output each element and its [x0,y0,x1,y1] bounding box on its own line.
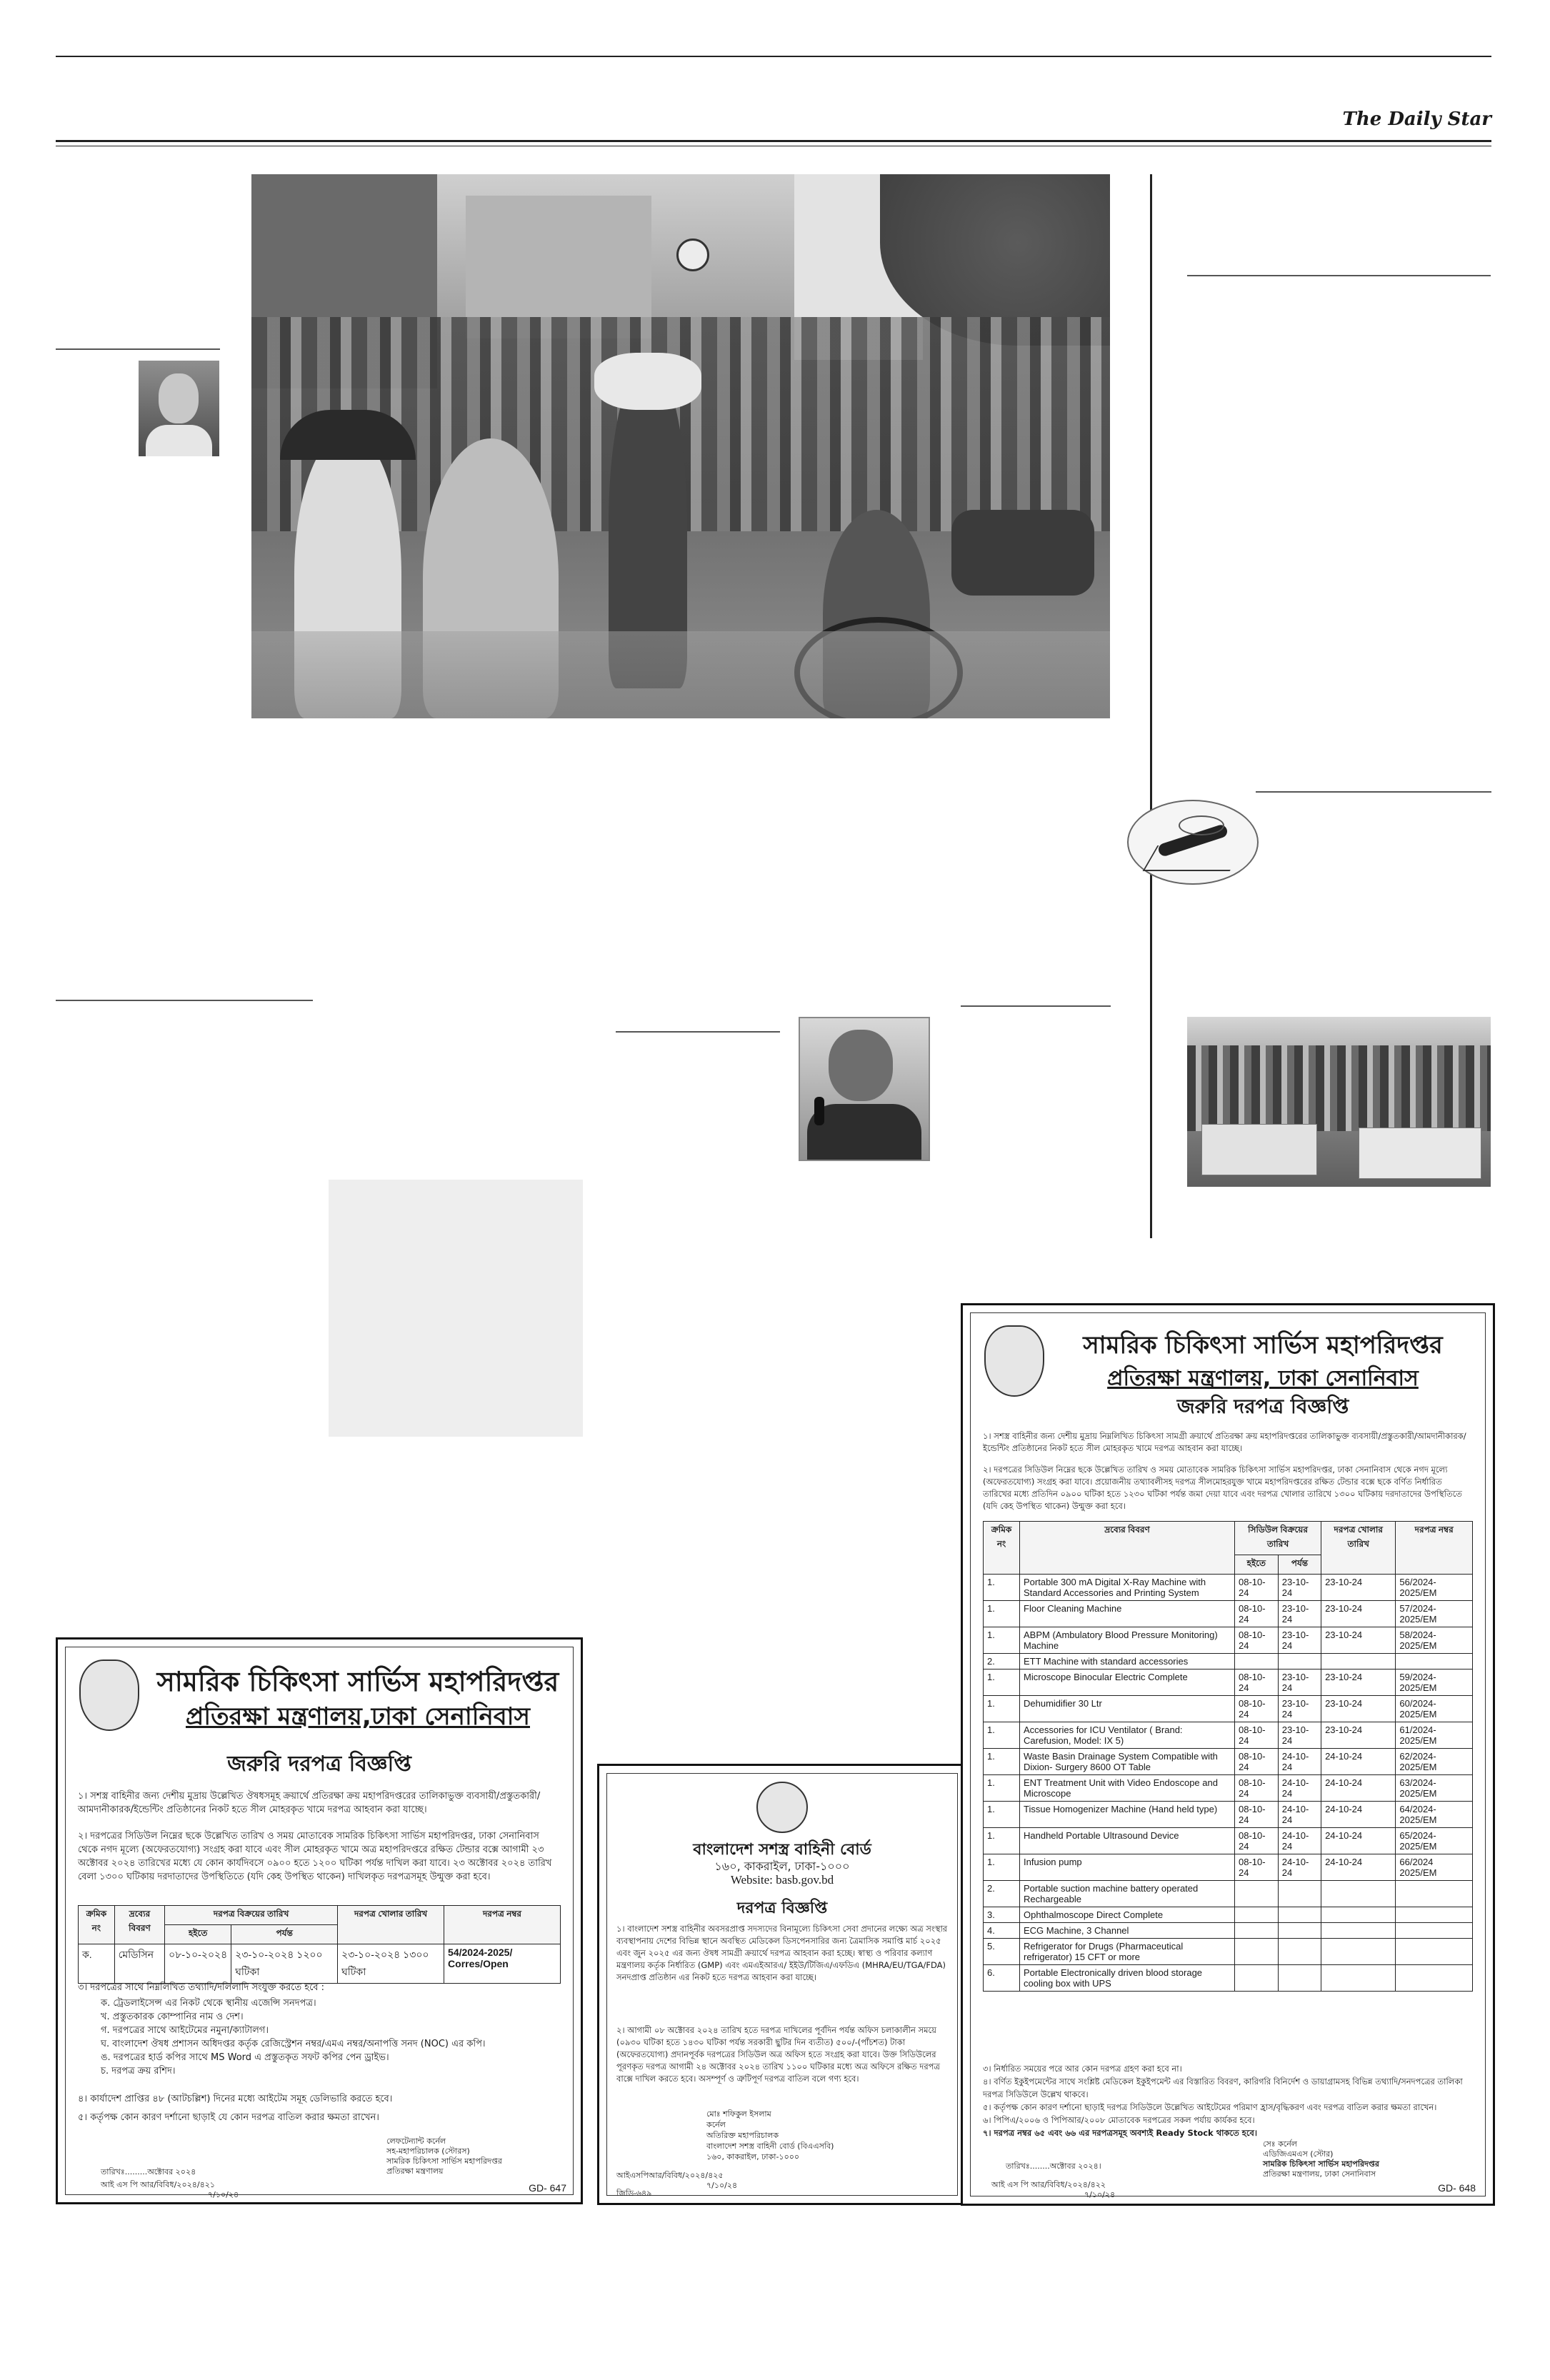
table-cell-desc: Dehumidifier 30 Ltr [1020,1696,1235,1722]
sign-line: মোঃ শফিকুল ইসলাম [706,2109,771,2119]
portrait-shirt [146,425,212,456]
masthead-brand: The Daily Star [1342,109,1491,130]
ad-right-ref-date: ৭/১০/২৪ [1084,2190,1116,2199]
table-cell-desc: Portable Electronically driven blood storage cooling box with UPS [1020,1965,1235,1992]
table-cell-no: 1. [984,1627,1020,1654]
army-medical-emblem-right [984,1325,1044,1397]
table-cell-ref: 64/2024-2025/EM [1396,1802,1473,1828]
ad-left-para4: ৪। কার্যাদেশ প্রাপ্তির ৪৮ (আটচল্লিশ) দিনের মধ্যে আইটেম সমূহ ডেলিভারি করতে হবে। [78,2094,393,2104]
sign-line: প্রতিরক্ষা মন্ত্রণালয়, ঢাকা সেনানিবাস [1263,2169,1376,2179]
ad-right-org-sub: প্রতিরক্ষা মন্ত্রণালয়, ঢাকা সেনানিবাস [1107,1366,1419,1391]
col-open-date: দরপত্র খোলার তারিখ [1321,1522,1396,1575]
table-row [984,1749,1473,1775]
table-cell-to [1278,1965,1321,1992]
table-cell-to [1278,1881,1321,1907]
cell: মেডিসিন [114,1944,164,1984]
table-cell-no: 1. [984,1601,1020,1627]
table-cell-desc: Microscope Binocular Electric Complete [1020,1669,1235,1696]
table-cell-no: 1. [984,1775,1020,1802]
ad-right-gd: GD- 648 [1438,2182,1476,2194]
mosquito-legs [1143,845,1245,871]
table-cell-from: 08-10-24 [1235,1696,1279,1722]
table-cell-desc: Accessories for ICU Ventilator ( Brand: Carefusion, Model: IX 5) [1020,1722,1235,1749]
table-cell-no: 1. [984,1696,1020,1722]
ad-left-org-title: সামরিক চিকিৎসা সার্ভিস মহাপরিদপ্তর [156,1666,559,1697]
list-item: ঙ. দরপত্রের হার্ড কপির সাথে MS Word এ প্রস্তুতকৃত সফট কপির পেন ড্রাইভ। [101,2052,389,2063]
table-cell-desc: ETT Machine with standard accessories [1020,1654,1235,1669]
table-cell-ref: 58/2024-2025/EM [1396,1627,1473,1654]
table-cell-desc: Refrigerator for Drugs (Pharmaceutical refrigerator) 15 CFT or more [1020,1939,1235,1965]
tender-ad-right [961,1303,1495,2206]
col-from: হইতে [165,1925,231,1944]
masthead-rule-thick [56,140,1491,142]
table-cell-no: 5. [984,1939,1020,1965]
speaker-face [829,1030,893,1101]
table-cell-open: 23-10-24 [1321,1601,1396,1627]
table-cell-no: 1. [984,1828,1020,1854]
table-cell-open [1321,1965,1396,1992]
table-cell-from: 08-10-24 [1235,1854,1279,1881]
table-cell-ref: 57/2024-2025/EM [1396,1601,1473,1627]
table-row [984,1722,1473,1749]
table-cell-to: 24-10-24 [1278,1802,1321,1828]
table-cell-ref: 63/2024-2025/EM [1396,1775,1473,1802]
table-cell-from [1235,1939,1279,1965]
table-cell-open: 23-10-24 [1321,1696,1396,1722]
list-item: গ. দরপত্রের সাথে আইটেমের নমুনা/ক্যাটালগ। [101,2025,269,2036]
ad-right-org-title: সামরিক চিকিৎসা সার্ভিস মহাপরিদপ্তর [1083,1331,1443,1360]
note: ৭। দরপত্র নম্বর ৬৫ এবং ৬৬ এর দরপত্রসমূহ অবশ্যই Ready Stock থাকতে হবে। [983,2128,1257,2138]
table-cell-to [1278,1923,1321,1939]
rally-photo [1187,1017,1491,1187]
ad-mid-ref-date: ৭/১০/২৪ [706,2181,738,2190]
table-row [984,1775,1473,1802]
table-cell-ref [1396,1965,1473,1992]
rally-banner-1 [1201,1124,1317,1175]
table-cell-ref: 60/2024-2025/EM [1396,1696,1473,1722]
ad-right-notes [983,2062,1473,2139]
table-row [984,1907,1473,1923]
table-cell-no: 1. [984,1722,1020,1749]
ad-mid-org-title: বাংলাদেশ সশস্ত্র বাহিনী বোর্ড [693,1841,871,1859]
note: ৩। নির্ধারিত সময়ের পরে আর কোন দরপত্র গ্রহণ করা হবে না। [983,2064,1182,2074]
tender-ad-left [56,1637,583,2204]
columnist-portrait [139,361,219,456]
note: ৪। বর্ণিত ইকুইপমেন্টের সাথে সংশ্লিষ্ট মেডিকেল ইকুইপমেন্ট এর বিস্তারিত বিবরণ, কারিগরি বিনির্দেশ ও ডায়াগ্রামসহ বিভিন্ন তথ্যাদি/সনদপত্রের তালিকা দরপত্র সিডিউলে উল্লেখ থাকবে। [983,2077,1463,2099]
list-item: চ. দরপত্র ক্রয় রশিদ। [101,2066,176,2077]
ad-left-ref: আই এস পি আর/বিবিধ/২০২৪/৪২১ [101,2180,216,2189]
table-cell-to [1278,1654,1321,1669]
motorbike [951,510,1094,596]
table-cell-to: 23-10-24 [1278,1601,1321,1627]
table-row [984,1939,1473,1965]
section-rule-2 [1187,275,1491,276]
note: ৬। পিপিএ/২০০৬ ও পিপিআর/২০০৮ মোতাবেক দরপত্রের সকল পর্যায় কার্যকর হবে। [983,2115,1255,2125]
table-cell-open: 24-10-24 [1321,1854,1396,1881]
table-cell-no: 2. [984,1654,1020,1669]
table-cell-to: 23-10-24 [1278,1627,1321,1654]
col-to: পর্যন্ত [1278,1555,1321,1575]
ad-left-items [101,1997,558,2078]
table-cell-to: 23-10-24 [1278,1669,1321,1696]
table-cell-from: 08-10-24 [1235,1601,1279,1627]
table-cell-from: 08-10-24 [1235,1749,1279,1775]
sign-line: ১৬০, কাকরাইল, ঢাকা-১০০০ [706,2152,800,2161]
ad-left-schedule-table [78,1905,561,1984]
table-cell-desc: Handheld Portable Ultrasound Device [1020,1828,1235,1854]
table-cell-to [1278,1907,1321,1923]
table-cell-open: 23-10-24 [1321,1669,1396,1696]
col-to: পর্যন্ত [231,1925,338,1944]
col-sale-date: সিডিউল বিক্রয়ের তারিখ [1235,1522,1321,1555]
table-row [984,1654,1473,1669]
ad-left-signature [386,2137,565,2176]
table-cell-desc: ABPM (Ambulatory Blood Pressure Monitoring) Machine [1020,1627,1235,1654]
ad-left-para1: ১। সশস্ত্র বাহিনীর জন্য দেশীয় মুদ্রায় উল্লেখিত ঔষধসমূহ ক্রয়ার্থে প্রতিরক্ষা ক্রয় মহাপরিদপ্তরের তালিকাভুক্ত ব্যবসায়ী/প্রস্তুতকারী/আমদানীকারক/ইন্ডেন্টিং প্রতিষ্ঠানের নিকট হতে সীল মোহরকৃত খামে দরপত্র আহবান করা যাচ্ছে। [78,1791,541,1815]
section-rule-3 [1256,791,1491,793]
table-row [984,1627,1473,1654]
portrait-face [159,373,199,423]
table-cell-desc: ENT Treatment Unit with Video Endoscope and Microscope [1020,1775,1235,1802]
sign-line: সহ-মহাপরিচালক (স্টোরস) [386,2146,470,2156]
sign-line: বাংলাদেশ সশস্ত্র বাহিনী বোর্ড (বিএএসবি) [706,2142,834,2151]
list-item: খ. প্রস্তুতকারক কোম্পানির নাম ও দেশ। [101,2012,244,2022]
table-cell-no: 3. [984,1907,1020,1923]
table-cell-from: 08-10-24 [1235,1828,1279,1854]
col-sale-date: দরপত্র বিক্রয়ের তারিখ [165,1906,338,1925]
table-cell-open: 24-10-24 [1321,1828,1396,1854]
table-cell-desc: Tissue Homogenizer Machine (Hand held type) [1020,1802,1235,1828]
ad-left-para2: ২। দরপত্রের সিডিউল নিম্নের ছকে উল্লেখিত তারিখ ও সময় মোতাবেক সামরিক চিকিৎসা সার্ভিস মহাপরিদপ্তর, ঢাকা সেনানিবাস থেকে নগদ মূল্যে (অফেরতযোগ্য) সংগ্রহ করা যাবে এবং সীল মোহরকৃত খামে অত্র মহাপরিদপ্তরে রক্ষিত টেন্ডার বক্সে আগামী ২৩ অক্টোবর ২০২৪ তারিখের মধ্যে যে কোন কার্যদিবসে ০৯০০ হতে ১২০০ ঘটিকা পর্যন্ত দাখিল করা যাবে। ২৩ অক্টোবর ২০২৪ তারিখ বেলা ১৩০০ ঘটিকায় দরদাতাদের উপস্থিতিতে (যদি কেহ উপস্থিত থাকেন) দাখিলকৃত দরপত্রসমূহ উন্মুক্ত করা হবে। [78,1831,552,1882]
section-rule-4 [56,1000,313,1001]
table-cell-no: 1. [984,1854,1020,1881]
table-cell-ref [1396,1654,1473,1669]
col-item: দ্রব্যের বিবরণ [1020,1522,1235,1575]
table-cell-open: 23-10-24 [1321,1575,1396,1601]
table-row [984,1696,1473,1722]
col-from: হইতে [1235,1555,1279,1575]
table-cell-open: 24-10-24 [1321,1775,1396,1802]
cell: ২৩-১০-২০২৪ ১৩০০ ঘটিকা [338,1944,444,1984]
sign-line: কর্নেল [706,2120,726,2129]
table-cell-to: 24-10-24 [1278,1854,1321,1881]
section-rule-6 [961,1005,1111,1007]
table-cell-from: 08-10-24 [1235,1575,1279,1601]
col-item: দ্রব্যের বিবরণ [114,1906,164,1944]
table-cell-from [1235,1923,1279,1939]
table-cell-ref: 62/2024-2025/EM [1396,1749,1473,1775]
table-cell-no: 1. [984,1575,1020,1601]
table-cell-open: 23-10-24 [1321,1627,1396,1654]
microphone-icon [814,1097,824,1125]
table-row [984,1923,1473,1939]
army-medical-emblem [79,1660,139,1731]
rally-banner-2 [1359,1128,1481,1179]
table-row [984,1965,1473,1992]
note: ৫। কর্তৃপক্ষ কোন কারণ দর্শানো ছাড়াই দরপত্র সিডিউলে উল্লেখিত আইটেমের পরিমাণ হ্রাস/বৃদ্ধিকরণ এবং দরপত্র বাতিল করার ক্ষমতা রাখেন। [983,2102,1437,2112]
mosquito-illustration [1127,800,1259,885]
table-cell-to: 23-10-24 [1278,1575,1321,1601]
table-cell-to [1278,1939,1321,1965]
sign-line: সামরিক চিকিৎসা সার্ভিস মহাপরিদপ্তর [386,2156,502,2166]
col-serial: ক্রমিক নং [984,1522,1020,1575]
table-cell-desc: Floor Cleaning Machine [1020,1601,1235,1627]
table-cell-no: 2. [984,1881,1020,1907]
list-item: ঘ. বাংলাদেশ ঔষধ প্রশাসন অধিদপ্তর কর্তৃক রেজিস্ট্রেশন নম্বর/এমএ নম্বর/অনাপত্তি সনদ (NOC) এর কপি। [101,2039,486,2049]
sign-line: প্রতিরক্ষা মন্ত্রণালয় [386,2166,444,2176]
table-cell-open [1321,1923,1396,1939]
ad-left-para5: ৫। কর্তৃপক্ষ কোন কারণ দর্শানো ছাড়াই যে কোন দরপত্র বাতিল করার ক্ষমতা রাখেন। [78,2112,379,2123]
gray-info-box [329,1180,583,1437]
mosquito-wing [1179,815,1224,835]
ad-mid-website: Website: basb.gov.bd [730,1873,834,1887]
table-cell-open: 24-10-24 [1321,1802,1396,1828]
table-cell-from [1235,1965,1279,1992]
ad-left-org-sub: প্রতিরক্ষা মন্ত্রণালয়,ঢাকা সেনানিবাস [186,1702,530,1731]
col-tender-no: দরপত্র নম্বর [444,1906,561,1944]
table-cell-ref: 56/2024-2025/EM [1396,1575,1473,1601]
table-row [79,1944,561,1984]
table-cell-no: 1. [984,1802,1020,1828]
table-row [984,1881,1473,1907]
table-cell-ref [1396,1881,1473,1907]
tender-ad-middle [597,1764,967,2205]
ad-left-para3: ৩। দরপত্রের সাথে নিম্নলিখিত তথ্যাদি/দলিলাদি সংযুক্ত করতে হবে : [78,1982,325,1993]
col-serial: ক্রমিক নং [79,1906,115,1944]
table-row [984,1828,1473,1854]
column-divider-right [1150,174,1152,1238]
sack [594,353,701,410]
ad-right-para1: ১। সশস্ত্র বাহিনীর জন্য দেশীয় মুদ্রায় নিম্নলিখিত চিকিৎসা সামগ্রী ক্রয়ার্থে প্রতিরক্ষা ক্রয় মহাপরিদপ্তরের তালিকাভুক্ত ব্যবসায়ী/প্রস্তুতকারী/আমদানীকারক/ইন্ডেন্টিং প্রতিষ্ঠানের নিকট হতে সীল মোহরকৃত খামে দরপত্র আহবান করা যাচ্ছে। [983,1431,1466,1453]
table-cell-from: 08-10-24 [1235,1802,1279,1828]
table-cell-ref: 65/2024-2025/EM [1396,1828,1473,1854]
street-crowd-photo [251,174,1110,718]
table-cell-from: 08-10-24 [1235,1722,1279,1749]
table-cell-ref: 59/2024-2025/EM [1396,1669,1473,1696]
speaker-suit [807,1104,921,1160]
table-cell-ref [1396,1907,1473,1923]
ad-mid-signature [706,2109,942,2162]
table-row [984,1854,1473,1881]
cell: 54/2024-2025/ Corres/Open [444,1944,561,1984]
table-cell-ref [1396,1923,1473,1939]
list-item: ক. ট্রেডলাইসেন্স এর নিকট থেকে স্থানীয় এজেন্সি সনদপত্র। [101,1998,316,2009]
ad-mid-gd: জিডি-৬৪৯ [616,2189,652,2198]
table-row [984,1601,1473,1627]
table-cell-no: 1. [984,1749,1020,1775]
table-cell-ref: 61/2024-2025/EM [1396,1722,1473,1749]
table-cell-no: 4. [984,1923,1020,1939]
wall-clock [676,238,709,271]
table-cell-to: 24-10-24 [1278,1828,1321,1854]
table-cell-desc: Portable 300 mA Digital X-Ray Machine with Standard Accessories and Printing System [1020,1575,1235,1601]
section-rule-5 [616,1031,780,1033]
table-cell-from: 08-10-24 [1235,1775,1279,1802]
ad-right-signature [1263,2139,1477,2179]
table-cell-to: 24-10-24 [1278,1749,1321,1775]
cell: ০৮-১০-২০২৪ [165,1944,231,1984]
table-cell-desc: ECG Machine, 3 Channel [1020,1923,1235,1939]
table-cell-open [1321,1907,1396,1923]
ad-mid-para2: ২। আগামী ০৮ অক্টোবর ২০২৪ তারিখ হতে দরপত্র দাখিলের পূর্বদিন পর্যন্ত অফিস চলাকালীন সময়ে (০৯৩০ ঘটিকা হতে ১৪৩০ ঘটিকা পর্যন্ত সরকারী ছুটির দিন ব্যতীত) ৫০০/-(পাঁচশত) টাকা (অফেরতযোগ্য) প্রদানপূর্বক দরপত্রের সিডিউল অত্র অফিস হতে সংগ্রহ করা যাবে। উক্ত সিডিউলের পূরণকৃত দরপত্র আগামী ২৪ অক্টোবর ২০২৪ তারিখ ১১০০ ঘটিকার মধ্যে অত্র অফিসে রক্ষিত দরপত্র বাক্সে দাখিল করতে হবে। অসম্পূর্ণ ও ত্রুটিপূর্ণ দরপত্র বাতিল বলে গণ্য হবে। [616,2025,940,2084]
road [251,631,1110,718]
table-cell-to: 24-10-24 [1278,1775,1321,1802]
ad-left-gd: GD- 647 [529,2182,566,2194]
table-cell-desc: Waste Basin Drainage System Compatible with Dixion- Surgery 8600 OT Table [1020,1749,1235,1775]
table-cell-from: 08-10-24 [1235,1627,1279,1654]
ad-mid-address: ১৬০, কাকরাইল, ঢাকা-১০০০ [714,1859,850,1873]
sign-line: সেঃ কর্নেল [1263,2139,1297,2149]
cell: ক. [79,1944,115,1984]
table-row [984,1669,1473,1696]
table-cell-desc: Portable suction machine battery operated Rechargeable [1020,1881,1235,1907]
top-rule [56,56,1491,57]
table-cell-from [1235,1907,1279,1923]
table-cell-from: 08-10-24 [1235,1669,1279,1696]
ad-right-ref: আই এস পি আর/বিবিধ/২০২৪/৪২২ [991,2180,1106,2189]
col-open-date: দরপত্র খোলার তারিখ [338,1906,444,1944]
sign-line: অতিরিক্ত মহাপরিচালক [706,2131,779,2140]
basb-emblem [756,1782,808,1833]
ad-right-schedule-table [983,1521,1473,1992]
table-cell-no: 6. [984,1965,1020,1992]
table-cell-to: 23-10-24 [1278,1696,1321,1722]
table-cell-desc: Ophthalmoscope Direct Complete [1020,1907,1235,1923]
sign-line: লেফটেন্যান্ট কর্নেল [386,2137,446,2146]
table-cell-open [1321,1654,1396,1669]
ad-mid-notice-title: দরপত্র বিজ্ঞপ্তি [736,1899,828,1917]
sign-line: এডিজিএমএস (স্টোর) [1263,2149,1334,2159]
ad-mid-para1: ১। বাংলাদেশ সশস্ত্র বাহিনীর অবসরপ্রাপ্ত সদস্যদের বিনামূল্যে চিকিৎসা সেবা প্রদানের লক্ষ্যে অত্র সংস্থার ব্যবস্থাপনায় দেশের বিভিন্ন স্থানে অবস্থিত মেডিকেল ডিসপেনসারির জন্য ত্রৈমাসিক সমাপ্তি মার্চ ২০২৫ এবং জুন ২০২৫ এর জন্য ঔষধ সামগ্রী ক্রয়ার্থে দরপত্র আহবান করা হচ্ছে। স্বাস্থ্য ও পরিবার কল্যাণ মন্ত্রণালয় কর্তৃক নির্ধারিত (GMP) এবং এমএইআরএ/ ইইউ/টিজিএ/এফডিএ (MHRA/EU/TGA/FDA) সনদপ্রাপ্ত প্রতিষ্ঠান এর নিকট হতে দরপত্র আহবান করা যাচ্ছে। [616,1924,948,1982]
table-cell-to: 23-10-24 [1278,1722,1321,1749]
table-cell-open: 24-10-24 [1321,1749,1396,1775]
ad-left-notice-title: জরুরি দরপত্র বিজ্ঞপ্তি [227,1752,411,1777]
table-cell-no: 1. [984,1669,1020,1696]
sign-line: সামরিক চিকিৎসা সার্ভিস মহাপরিদপ্তর [1263,2159,1379,2169]
rally-crowd [1187,1045,1491,1131]
table-cell-ref [1396,1939,1473,1965]
table-cell-ref: 66/2024 2025/EM [1396,1854,1473,1881]
col-tender-no: দরপত্র নম্বর [1396,1522,1473,1575]
table-cell-open [1321,1939,1396,1965]
cell: ২৩-১০-২০২৪ ১২০০ ঘটিকা [231,1944,338,1984]
table-cell-open [1321,1881,1396,1907]
speaker-portrait [799,1017,930,1161]
ad-right-para2: ২। দরপত্রের সিডিউল নিম্নের ছকে উল্লেখিত তারিখ ও সময় মোতাবেক সামরিক চিকিৎসা সার্ভিস মহাপরিদপ্তর, ঢাকা সেনানিবাস থেকে নগদ মূল্যে (অফেরতযোগ্য) সংগ্রহ করা যাবে। প্রয়োজনীয় তথ্যাবলীসহ দরপত্র সীলমোহরযুক্ত খামে মহাপরিদপ্তরের রক্ষিত টেন্ডার বক্সে ছকে বর্ণিত নির্ধারিত তারিখের মধ্যে প্রতিদিন ০৯০০ ঘটিকা হতে ১২৩০ ঘটিকা পর্যন্ত জমা দেয়া যাবে এবং দরপত্র খোলার তারিখে ১৩০০ ঘটিকায় দরদাতাদের উপস্থিতিতে (যদি কেহ উপস্থিত থাকেন) উন্মুক্ত করা হবে। [983,1465,1462,1511]
table-cell-from [1235,1654,1279,1669]
ad-left-ref-date: ৭/১০/২৪ [208,2190,239,2199]
table-row [984,1575,1473,1601]
table-cell-from [1235,1881,1279,1907]
ad-right-notice-title: জরুরি দরপত্র বিজ্ঞপ্তি [1176,1395,1349,1418]
ad-right-date: তারিখঃ........অক্টোবর ২০২৪। [1006,2161,1101,2171]
table-row [984,1802,1473,1828]
ad-left-date: তারিখঃ.........অক্টোবর ২০২৪ [101,2167,196,2176]
table-cell-desc: Infusion pump [1020,1854,1235,1881]
table-cell-open: 23-10-24 [1321,1722,1396,1749]
section-rule-1 [56,348,220,350]
ad-mid-ref: আইএসপিআর/বিবিধ/২০২৪/৪২৫ [616,2171,724,2180]
